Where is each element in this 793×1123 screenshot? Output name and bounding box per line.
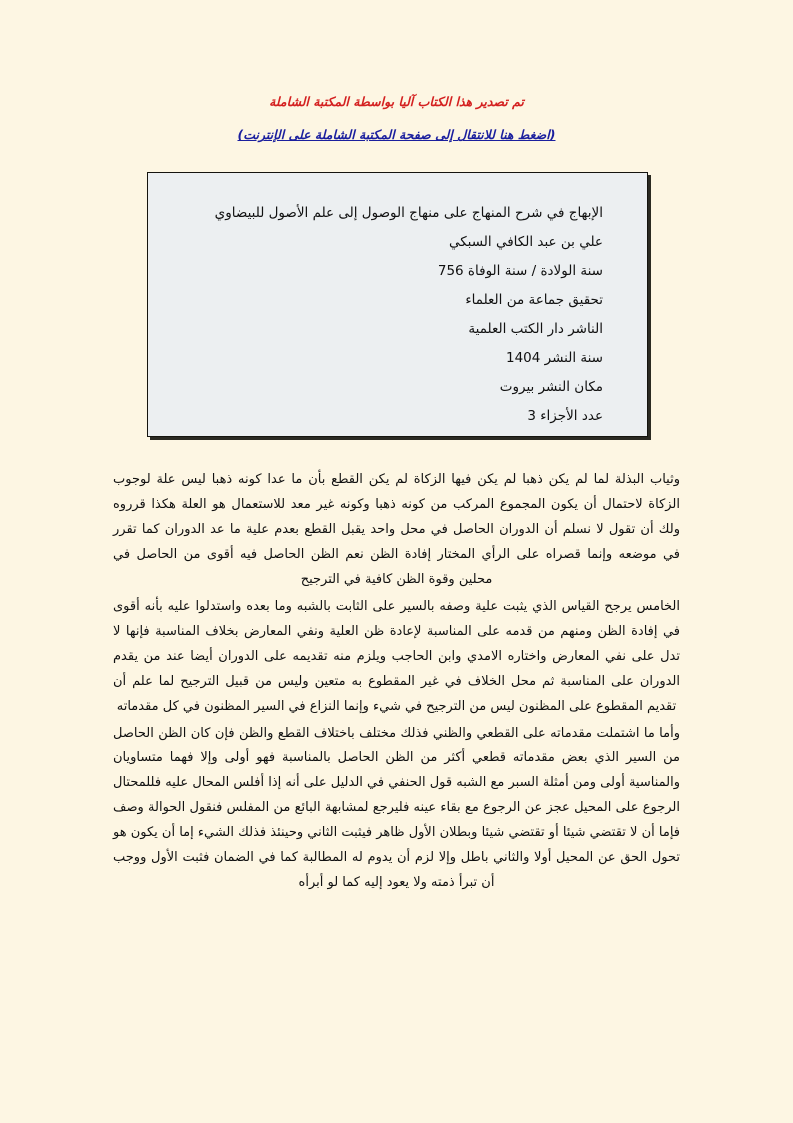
book-title: الإبهاج في شرح المنهاج على منهاج الوصول إلى علم الأصول للبيضاوي (214, 205, 603, 221)
book-birth-death: سنة الولادة / سنة الوفاة 756 (437, 263, 603, 280)
book-volume-count: عدد الأجزاء 3 (527, 408, 603, 425)
book-editor: تحقيق جماعة من العلماء (465, 292, 603, 309)
export-banner (0, 92, 793, 145)
body-paragraph: وأما ما اشتملت مقدماته على القطعي والظني فذلك مختلف باختلاف القطع والظن فإن كان الظن الحاصل من السير الذي بعض مقدماته قطعي أكثر من الظن الحاصل بالمناسبة فهو أولى وإلا فهما متساويان والمناسية أولى ومن أمثلة السبر مع الشبه قول الحنفي في الدليل على أنه إذا أفلس المحال عليه فللمحتال الرجوع على المحيل عجز عن الرجوع مع بقاء عينه فليرجع لمشابهة البائع من المفلس فنقول الحوالة وصف فإما أن لا تقتضي شيئا أو تقتضي شيئا وبطلان الأول ظاهر فيثبت الثاني وحينئذ فذلك الشيء إما أن يكون هو تحول الحق عن المحيل أولا والثاني باطل وإلا لزم أن يدوم له المطالبة كما في الضمان فثبت الأول ووجب أن تبرأ ذمته ولا يعود إليه كما لو أبرأه (113, 725, 680, 891)
book-metadata-box (147, 172, 648, 437)
book-author: علي بن عبد الكافي السبكي (448, 234, 603, 251)
book-publish-place: مكان النشر بيروت (499, 379, 603, 396)
book-publisher: الناشر دار الكتب العلمية (468, 321, 603, 338)
shamela-library-link[interactable]: (اضغط هنا للانتقال إلى صفحة المكتبة الشاملة على الإنترنت) (237, 127, 556, 143)
export-notice-text: تم تصدير هذا الكتاب آليا بواسطة المكتبة الشاملة (269, 94, 524, 109)
book-publish-year: سنة النشر 1404 (506, 350, 603, 367)
body-paragraph: وثياب البذلة لما لم يكن ذهبا لم يكن فيها الزكاة لم يكن القطع بأن ما عدا كونه ذهبا ليس علة لوجوب الزكاة لاحتمال أن يكون المجموع المركب من كونه ذهبا وكونه غير معد للاستعمال هو العلة هكذا قرروه ولك أن تقول لا نسلم أن الدوران الحاصل في محل واحد يقبل القطع بعدم علية ما عد الدوران كما تقرر في موضعه وإنما قصراه على الرأي المختار إفادة الظن نعم الظن الحاصل فيه أقوى من الحاصل في محلين وقوة الظن كافية في الترجيح (113, 472, 680, 587)
book-body-text (113, 468, 680, 896)
body-paragraph: الخامس يرجح القياس الذي يثبت علية وصفه بالسير على الثابت بالشبه وما بعده واستدلوا عليه بأنه أقوى في إفادة الظن ومنهم من قدمه على المناسبة لإعادة ظن العلية ونفي المعارض بخلاف المناسبة فإنها لا تدل على نفي المعارض واختاره الامدي وابن الحاجب ويلزم منه تقديمه على الدوران أيضا عند من يقدم الدوران على المناسبة ثم محل الخلاف في غير المقطوع به متعين وليس من قبيل الترجيح لما علم أن تقديم المقطوع على المظنون ليس من الترجيح في شيء وإنما النزاع في السير المظنون في كل مقدماته (113, 598, 680, 714)
